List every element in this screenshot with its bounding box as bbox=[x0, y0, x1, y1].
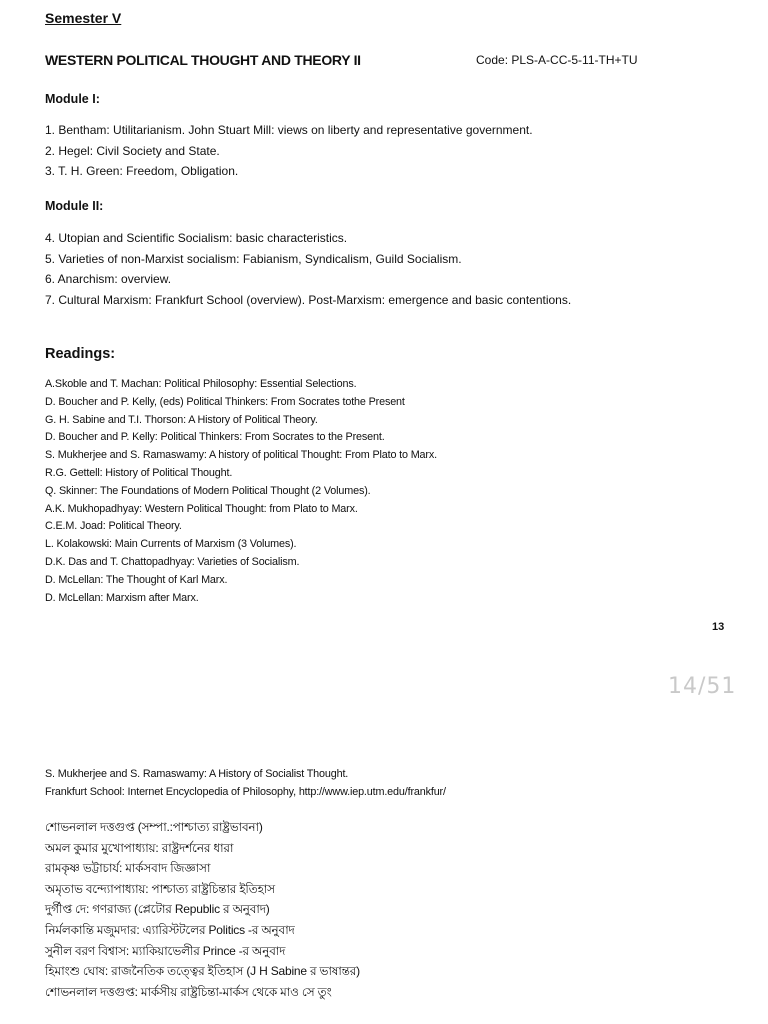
readings-list bbox=[45, 376, 437, 607]
reading-item: S. Mukherjee and S. Ramaswamy: A History of Socialist Thought. bbox=[45, 768, 349, 780]
bengali-readings-list bbox=[45, 817, 360, 1002]
topic-item: 7. Cultural Marxism: Frankfurt School (overview). Post-Marxism: emergence and basic contentions. bbox=[45, 292, 572, 307]
course-title: WESTERN POLITICAL THOUGHT AND THEORY II bbox=[45, 52, 361, 68]
topic-item: 5. Varieties of non-Marxist socialism: Fabianism, Syndicalism, Guild Socialism. bbox=[45, 251, 462, 266]
bengali-reading-item: নির্মলকান্তি মজুমদার: এ্যারিস্টটলের Politics -র অনুবাদ bbox=[45, 922, 295, 937]
reading-item: G. H. Sabine and T.I. Thorson: A History of Political Theory. bbox=[45, 413, 318, 426]
reading-item: D. Boucher and P. Kelly: Political Thinkers: From Socrates to the Present. bbox=[45, 431, 385, 444]
topic-item: 1. Bentham: Utilitarianism. John Stuart Mill: views on liberty and representative government. bbox=[45, 123, 533, 137]
bengali-reading-item: শোভনলাল দত্তগুপ্ত (সম্পা.:পাশ্চাত্য রাষ্ট্রভাবনা) bbox=[45, 820, 263, 834]
course-code: Code: PLS-A-CC-5-11-TH+TU bbox=[476, 53, 638, 67]
bengali-reading-item: দুর্গীপ্ত দে: গণরাজ্য (প্লেটোর Republic র অনুবাদ) bbox=[45, 902, 270, 917]
reading-item: A.Skoble and T. Machan: Political Philosophy: Essential Selections. bbox=[45, 378, 357, 390]
reading-item: D. Boucher and P. Kelly, (eds) Political Thinkers: From Socrates tothe Present bbox=[45, 395, 405, 408]
reading-item: A.K. Mukhopadhyay: Western Political Thought: from Plato to Marx. bbox=[45, 502, 358, 515]
topic-item: 2. Hegel: Civil Society and State. bbox=[45, 143, 220, 158]
module-1-topic-list bbox=[45, 120, 533, 182]
topic-item: 3. T. H. Green: Freedom, Obligation. bbox=[45, 164, 239, 178]
topic-item: 4. Utopian and Scientific Socialism: basic characteristics. bbox=[45, 231, 348, 245]
module-1-heading: Module I: bbox=[45, 92, 100, 106]
reading-item: S. Mukherjee and S. Ramaswamy: A history of political Thought: From Plato to Marx. bbox=[45, 449, 437, 462]
bengali-reading-item: শোভনলাল দত্তগুপ্ত: মার্কসীয় রাষ্ট্রচিন্তা-মার্কস থেকে মাও সে তুং bbox=[45, 984, 332, 999]
page-number: 13 bbox=[712, 621, 725, 633]
module-2-topic-list bbox=[45, 228, 571, 310]
bengali-reading-item: সুনীল বরণ বিশ্বাস: ম্যাকিয়াভেলীর Prince -র অনুবাদ bbox=[45, 943, 286, 958]
reading-item: R.G. Gettell: History of Political Thought. bbox=[45, 466, 233, 479]
bengali-reading-item: অমল কুমার মুখোপাধ্যায়: রাষ্ট্রদর্শনের ধারা bbox=[45, 840, 234, 855]
reading-item: D.K. Das and T. Chattopadhyay: Varieties of Socialism. bbox=[45, 555, 300, 568]
reading-item: D. McLellan: Marxism after Marx. bbox=[45, 591, 199, 604]
topic-item: 6. Anarchism: overview. bbox=[45, 272, 172, 286]
readings-heading: Readings: bbox=[45, 346, 116, 362]
reading-item: Q. Skinner: The Foundations of Modern Political Thought (2 Volumes). bbox=[45, 484, 371, 497]
bengali-reading-item: রামকৃষ্ণ ভট্টাচার্য: মার্কসবাদ জিজ্ঞাসা bbox=[45, 861, 211, 876]
bengali-reading-item: হিমাংশু ঘোষ: রাজনৈতিক তত্ত্বের ইতিহাস (J H Sabine র ভাষান্তর) bbox=[45, 964, 360, 979]
page2-readings-list bbox=[45, 766, 446, 802]
reading-item: D. McLellan: The Thought of Karl Marx. bbox=[45, 573, 228, 586]
reading-item: L. Kolakowski: Main Currents of Marxism (3 Volumes). bbox=[45, 538, 297, 551]
reading-item: Frankfurt School: Internet Encyclopedia of Philosophy, http://www.iep.utm.edu/frankfur/ bbox=[45, 785, 446, 798]
module-2-heading: Module II: bbox=[45, 199, 104, 213]
semester-heading: Semester V bbox=[45, 10, 122, 26]
reading-item: C.E.M. Joad: Political Theory. bbox=[45, 520, 182, 533]
bengali-reading-item: অমৃতাভ বন্দ্যোপাধ্যায়: পাশ্চাত্য রাষ্ট্রচিন্তার ইতিহাস bbox=[45, 881, 275, 896]
page-indicator: 14/51 bbox=[668, 674, 737, 699]
